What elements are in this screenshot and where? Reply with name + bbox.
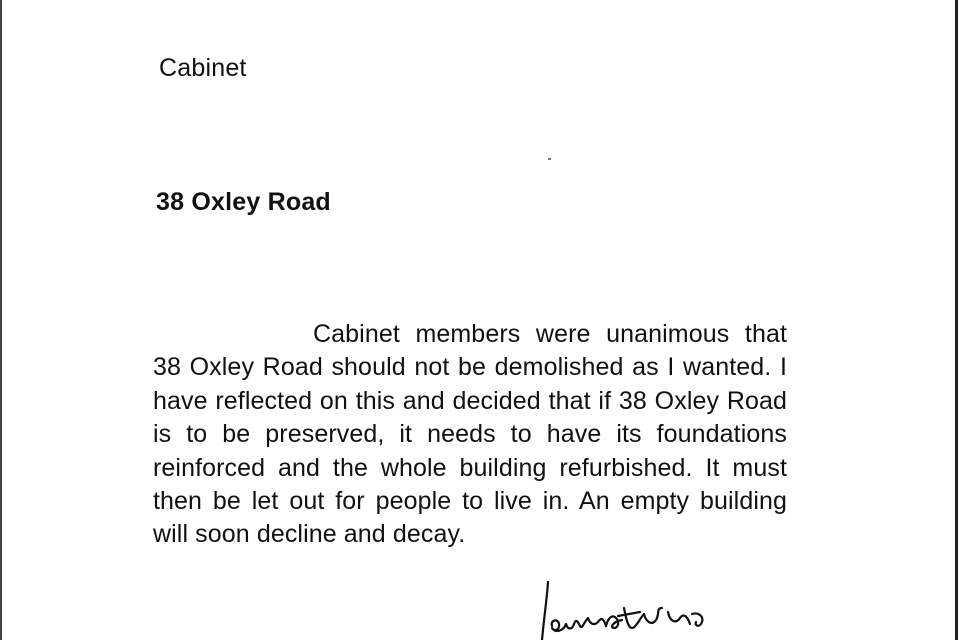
- scan-speck: [548, 158, 551, 160]
- addressee-heading: Cabinet: [159, 54, 247, 82]
- page-right-border: [955, 0, 958, 640]
- page-left-border: [0, 0, 2, 640]
- handwritten-signature: [528, 578, 728, 640]
- subject-heading: 38 Oxley Road: [156, 188, 331, 216]
- body-paragraph: Cabinet members were unanimous that 38 Oxley Road should not be demolished as I wanted. I have reflected on this and decided that if 38 Oxley Road is to be preserved, it needs to have its foundations reinforced and the whole building refurbished. It must then be let out for people to live in. An empty building will soon decline and decay.: [153, 320, 787, 549]
